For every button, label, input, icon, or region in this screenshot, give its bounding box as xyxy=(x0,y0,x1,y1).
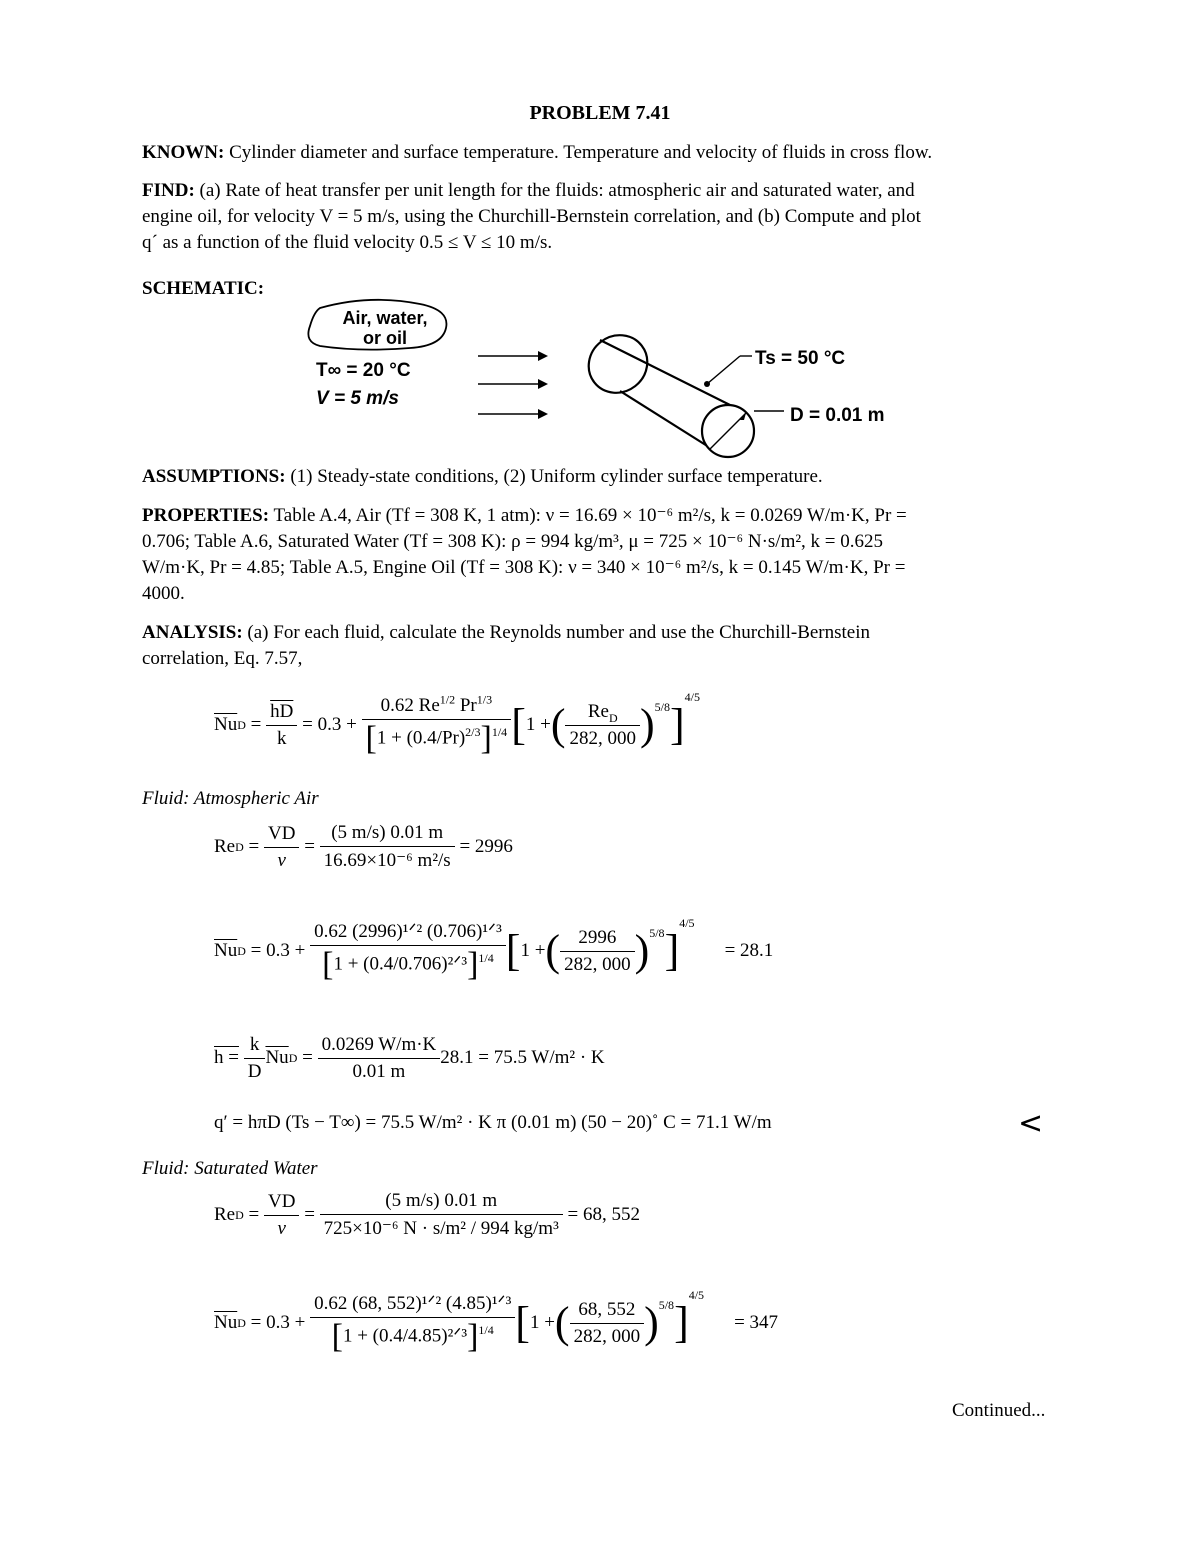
eq-water-nusselt: $\overline{Nu}$ D = 0.3 + $\frac{\text{0.62 (68, 552)¹ᐟ² (4.85)¹ᐟ³}}{[1 + (0.4/4.85)^2ᐟ^3]^{1/4}}$ [ 1 + ( $\frac{68, 552}{282, 000}$ ) $^{5/8}$ ] $^{4/5}$ = 347 xyxy=(214,1288,779,1355)
fluid-line2: or oil xyxy=(363,328,407,348)
properties-section xyxy=(142,503,1062,607)
eq-den-outer-exp: 1/4 xyxy=(491,724,508,739)
eq-air-reynolds: Re D = $\frac{VD}{\nu}$ = $\frac{(5 m/s) 0.01 m}{\text{16.69×10⁻⁶ m²/s}}$ = 2996 xyxy=(214,822,513,871)
eq-re-over-c xyxy=(565,701,640,750)
water-nu-den: 1 + (0.4/4.85)²ᐟ³ xyxy=(342,1325,468,1347)
air-h-d: D xyxy=(247,1060,262,1082)
fluid-air-label: Fluid: Atmospheric Air xyxy=(142,788,319,809)
cylinder-icon xyxy=(577,323,754,457)
eq-churchill-bernstein: $\overline{Nu}$ D = $\frac{\overline{hD}}{k}$ = 0.3 + $\frac{0.62 Re^{1/2} Pr^{1/3}}{[1 + (0.4/Pr)^{2/3}]^{1/4}}$ [ 1 + ( $\frac{Re_D}{282, 000}$ ) $^{5/8}$ ] $^{4/5}$ xyxy=(214,690,700,757)
vd: VD xyxy=(264,823,299,848)
air-nu-re: 2996 xyxy=(560,927,635,952)
analysis-line2: correlation, Eq. 7.57, xyxy=(142,648,303,669)
eq-main-fraction: $\frac{0.62 Re^{1/2} Pr^{1/3}}{[1 + (0.4/Pr)^{2/3}]^{1/4}}$ xyxy=(362,695,512,756)
re-lhs: Re xyxy=(214,836,236,857)
eq-hd: $\overline{hD}$ xyxy=(266,701,297,726)
air-one-plus: 1 + xyxy=(520,940,546,961)
flow-arrow-head-2 xyxy=(538,379,548,389)
air-nu-const: = 0.3 + xyxy=(250,940,306,961)
air-nu-lhs: $\overline{Nu}$ xyxy=(214,940,238,961)
schematic-label: SCHEMATIC: xyxy=(142,278,265,299)
air-h-num: 0.0269 W/m·K xyxy=(318,1034,441,1059)
eq-const: = 0.3 + xyxy=(302,714,357,735)
eq-den-exp: 2/3 xyxy=(465,724,481,739)
find-line3: q´ as a function of the fluid velocity 0.5 ≤ V ≤ 10 m/s. xyxy=(142,232,553,253)
water-re-den: 725×10⁻⁶ N · s/m² / 994 kg/m³ xyxy=(323,1218,559,1239)
schematic-tinf: T∞ = 20 °C xyxy=(316,360,411,381)
air-h-tail: 28.1 = 75.5 W/m² · K xyxy=(440,1047,605,1068)
water-nu-num: 0.62 (68, 552)¹ᐟ² (4.85)¹ᐟ³ xyxy=(310,1292,515,1318)
find-line2: engine oil, for velocity V = 5 m/s, using the Churchill-Bernstein correlation, and (b) Compute and plot xyxy=(142,206,921,227)
water-re-lhs: Re xyxy=(214,1204,236,1225)
fluid-water-label: Fluid: Saturated Water xyxy=(142,1158,318,1179)
find-label: FIND: xyxy=(142,180,195,201)
eq-hd-over-k xyxy=(266,701,297,750)
properties-line3: W/m·K, Pr = 4.85; Table A.5, Engine Oil (Tf = 308 K): ν = 340 × 10⁻⁶ m²/s, k = 0.145 W/m·K, Pr = xyxy=(142,557,906,578)
flow-arrow-head-3 xyxy=(538,409,548,419)
ts-leader-line xyxy=(707,356,740,384)
properties-line2: 0.706; Table A.6, Saturated Water (Tf = 308 K): ρ = 994 kg/m³, μ = 725 × 10⁻⁶ N·s/m², k = 0.625 xyxy=(142,531,884,552)
eq-one-plus: 1 + xyxy=(525,714,551,735)
air-re-den: 16.69×10⁻⁶ m²/s xyxy=(323,850,451,871)
water-nu-symbol: ν xyxy=(277,1217,286,1239)
schematic-fluid-label xyxy=(330,308,440,348)
properties-line1: Table A.4, Air (Tf = 308 K, 1 atm): ν = 16.69 × 10⁻⁶ m²/s, k = 0.0269 W/m·K, Pr = xyxy=(273,505,907,526)
water-nu-c: 282, 000 xyxy=(573,1325,641,1347)
air-re-num: (5 m/s) 0.01 m xyxy=(320,822,455,847)
page-title: PROBLEM 7.41 xyxy=(529,102,671,124)
eq-k: k xyxy=(276,727,287,749)
schematic-ts: Ts = 50 °C xyxy=(755,348,846,369)
eq-num: 0.62 Re xyxy=(380,694,440,716)
assumptions-label: ASSUMPTIONS: xyxy=(142,466,286,487)
eq-water-reynolds: Re D = $\frac{VD}{\nu}$ = $\frac{(5 m/s) 0.01 m}{\text{725×10⁻⁶ N · s/m² / 994 kg/m³}}$ = 68, 552 xyxy=(214,1190,640,1239)
water-nu-const: = 0.3 + xyxy=(250,1312,306,1333)
water-nu-lhs: $\overline{Nu}$ xyxy=(214,1312,238,1333)
water-vd: VD xyxy=(264,1191,299,1216)
properties-line4: 4000. xyxy=(142,583,185,604)
assumptions-text: (1) Steady-state conditions, (2) Uniform cylinder surface temperature. xyxy=(290,466,823,487)
answer-check-mark: < xyxy=(1018,1106,1044,1141)
flow-arrow-head-1 xyxy=(538,351,548,361)
air-h-lhs: h = xyxy=(214,1047,239,1068)
analysis-section xyxy=(142,620,1062,672)
eq-den: 1 + (0.4/Pr) xyxy=(376,726,466,748)
eq-air-h: h = $\frac{k}{D}$ $\overline{Nu}$ D = $\frac{0.0269 W/m\cdot K}{0.01 m}$ 28.1 = 75.5 W/m² · K xyxy=(214,1033,605,1082)
eq-pr-exp: 1/3 xyxy=(476,692,493,707)
eq-re: Re xyxy=(587,700,609,722)
eq-pr: Pr xyxy=(459,694,477,716)
continued-note: Continued... xyxy=(952,1400,1046,1421)
assumptions-section xyxy=(142,464,1062,490)
find-line1: (a) Rate of heat transfer per unit length for the fluids: atmospheric air and saturated water, and xyxy=(199,180,915,201)
air-h-nu: $\overline{Nu}$ xyxy=(265,1047,289,1068)
eq-c: 282, 000 xyxy=(569,727,636,749)
water-one-plus: 1 + xyxy=(529,1312,555,1333)
eq-air-q: q′ = hπD (Ts − T∞) = 75.5 W/m² · K π (0.01 m) (50 − 20)˚ C = 71.1 W/m xyxy=(214,1112,772,1133)
eq-air-nusselt: $\overline{Nu}$ D = 0.3 + $\frac{\text{0.62 (2996)¹ᐟ² (0.706)¹ᐟ³}}{[1 + (0.4/0.706)^2ᐟ^3]^{1/4}}$ [ 1 + ( $\frac{2996}{282, 000}$ ) $^{5/8}$ ] $^{4/5}$ = 28.1 xyxy=(214,916,774,983)
schematic-velocity: V = 5 m/s xyxy=(316,388,399,409)
known-label: KNOWN: xyxy=(142,142,225,163)
known-text: Cylinder diameter and surface temperature. Temperature and velocity of fluids in cross flow. xyxy=(229,142,933,163)
water-nu-result: = 347 xyxy=(734,1312,779,1333)
analysis-line1: (a) For each fluid, calculate the Reynolds number and use the Churchill-Bernstein xyxy=(247,622,871,643)
eq-num-exp: 1/2 xyxy=(439,692,456,707)
water-re-result: = 68, 552 xyxy=(567,1204,640,1225)
properties-label: PROPERTIES: xyxy=(142,505,270,526)
water-nu-re: 68, 552 xyxy=(570,1299,645,1324)
air-nu-den: 1 + (0.4/0.706)²ᐟ³ xyxy=(333,953,468,975)
air-nu-num: 0.62 (2996)¹ᐟ² (0.706)¹ᐟ³ xyxy=(310,920,506,946)
air-nu-c: 282, 000 xyxy=(564,953,631,975)
air-nu-result: = 28.1 xyxy=(724,940,774,961)
air-h-den: 0.01 m xyxy=(352,1060,406,1082)
water-re-num: (5 m/s) 0.01 m xyxy=(320,1190,563,1215)
analysis-label: ANALYSIS: xyxy=(142,622,243,643)
find-section xyxy=(142,178,1062,256)
known-section xyxy=(142,140,1062,166)
eq-re-sub: D xyxy=(608,710,618,725)
water-nu-outer-exp: 1/4 xyxy=(478,1323,494,1338)
air-nu-outer-exp: 1/4 xyxy=(478,951,494,966)
eq-nu: $\overline{Nu}$ xyxy=(214,714,238,735)
fluid-line1: Air, water, xyxy=(342,308,428,328)
nu-symbol: ν xyxy=(277,849,286,871)
schematic-diameter: D = 0.01 m xyxy=(790,405,885,426)
air-h-k: k xyxy=(244,1034,266,1059)
air-re-result: = 2996 xyxy=(459,836,513,857)
